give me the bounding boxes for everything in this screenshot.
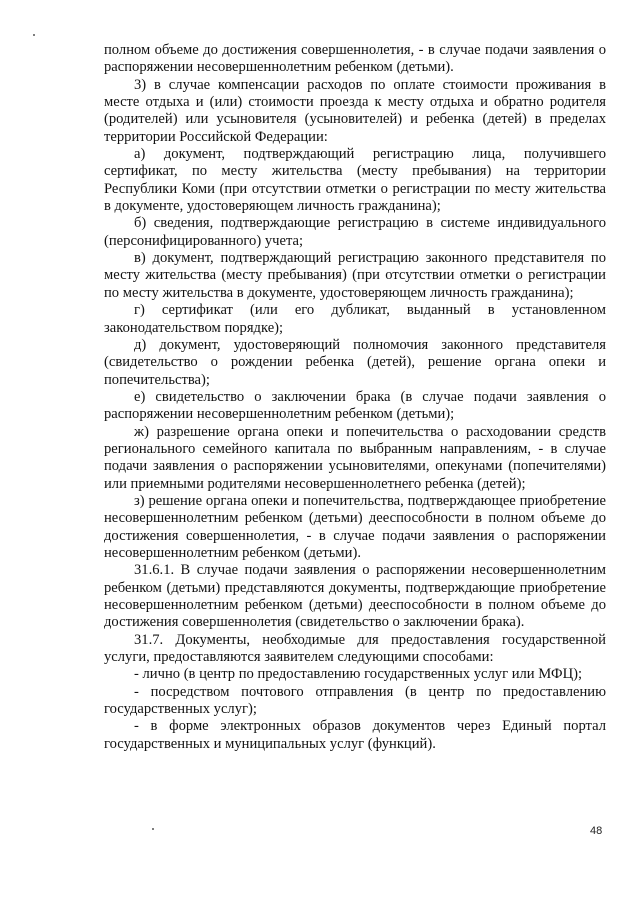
- paragraph-p-cont: полном объеме до достижения совершеннолетия, - в случае подачи заявления о распоряжении несовершеннолетним ребенком (детьми).: [104, 42, 606, 76]
- paragraph-p3v: в) документ, подтверждающий регистрацию законного представителя по месту жительства (месту пребывания) (при отсутствии отметки о регистрации по месту жительства в документе, удостоверяющем личность гражданина);: [104, 250, 606, 301]
- paragraph-p317a: - лично (в центр по предоставлению государственных услуг или МФЦ);: [134, 666, 583, 683]
- paragraph-p3z: з) решение органа опеки и попечительства, подтверждающее приобретение несовершеннолетним ребенком (детьми) дееспособности в полном объеме до достижения совершеннолетия, - в случае подачи заявления о распоряжении несовершеннолетним ребенком (детьми).: [104, 492, 606, 561]
- paragraph-p3zh: ж) разрешение органа опеки и попечительства о расходовании средств регионального семейного капитала по выбранным направлениям, - в случае подачи заявления о распоряжении усыновителями, опекунами (попечителями) или приемными родителями несовершеннолетнего ребенка (детей);: [104, 423, 606, 492]
- paragraph-p3e: е) свидетельство о заключении брака (в случае подачи заявления о распоряжении несовершеннолетним ребенком (детьми);: [104, 388, 606, 423]
- paragraph-p3a: а) документ, подтверждающий регистрацию лица, получившего сертификат, по месту жительства (месту пребывания) на территории Республики Коми (при отсутствии отметки о регистрации по месту жительства в документе, удостоверяющем личность гражданина);: [104, 146, 606, 215]
- paragraph-p317c: - в форме электронных образов документов через Единый портал государственных и муниципальных услуг (функций).: [104, 718, 606, 752]
- paragraph-p317: 31.7. Документы, необходимые для предоставления государственной услуги, предоставляются заявителем следующими способами:: [104, 631, 606, 666]
- paragraph-p3161: 31.6.1. В случае подачи заявления о распоряжении несовершеннолетним ребенком (детьми) представляются документы, подтверждающие приобретение несовершеннолетним ребенком (детьми) дееспособности в полном объеме до достижения совершеннолетия (свидетельство о заключении брака).: [104, 562, 606, 631]
- paragraph-p317b: - посредством почтового отправления (в центр по предоставлению государственных услуг);: [104, 683, 606, 718]
- scan-speck: [33, 34, 35, 36]
- paragraph-p3g: г) сертификат (или его дубликат, выданный в установленном законодательством порядке);: [104, 302, 606, 336]
- paragraph-p3d: д) документ, удостоверяющий полномочия законного представителя (свидетельство о рождении ребенка (детей), решение органа опеки и попечительства);: [104, 336, 606, 388]
- paragraph-p3b: б) сведения, подтверждающие регистрацию в системе индивидуального (персонифицированного) учета;: [104, 215, 606, 249]
- document-body: [104, 42, 606, 753]
- paragraph-p3: 3) в случае компенсации расходов по оплате стоимости проживания в месте отдыха и (или) стоимости проезда к месту отдыха и обратно родителя (родителей) или усыновителя (усыновителей) и ребенка (детей) в пределах территории Российской Федерации:: [104, 76, 606, 145]
- scan-speck: [152, 828, 154, 830]
- page-number: 48: [590, 825, 603, 837]
